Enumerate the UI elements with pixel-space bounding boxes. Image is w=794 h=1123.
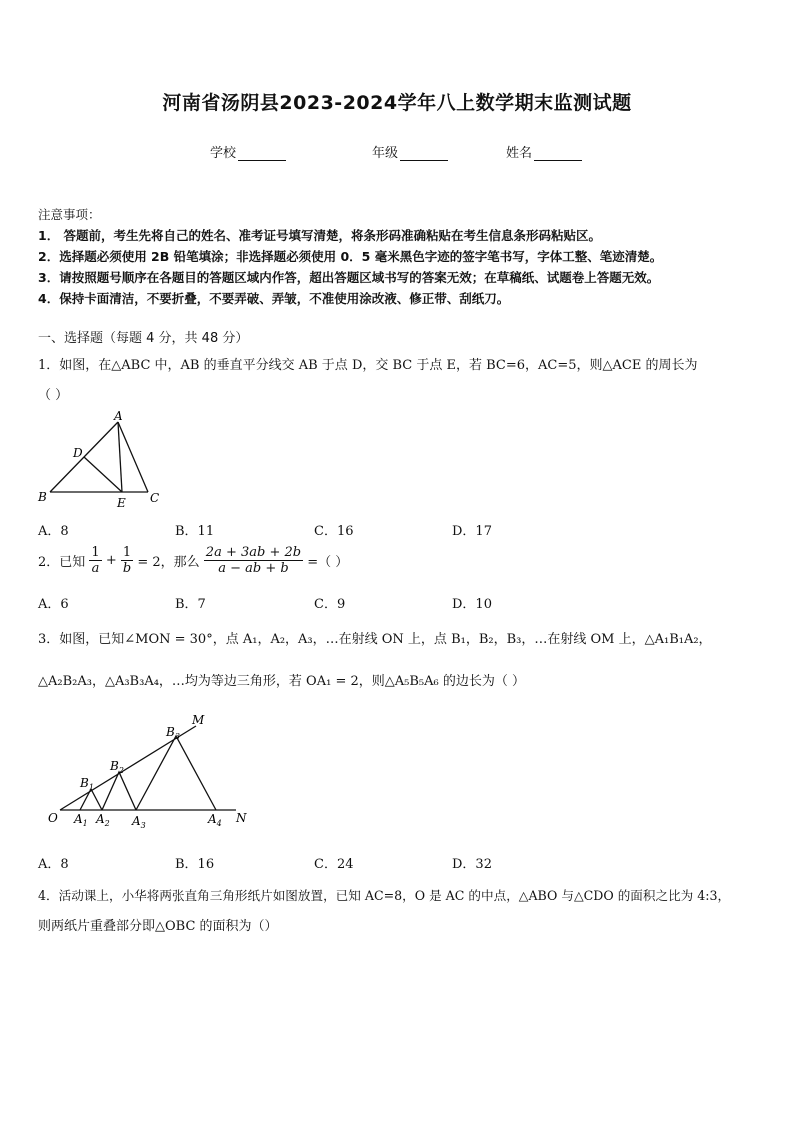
page-title: 河南省汤阴县2023-2024学年八上数学期末监测试题	[162, 92, 632, 114]
label-a3: $A_3$	[132, 814, 146, 830]
q2-f2-den: b	[122, 561, 132, 576]
question-1-paren: （ ）	[38, 388, 69, 403]
q2-f1-num: 1	[91, 545, 100, 560]
label-a4: $A_4$	[208, 812, 222, 828]
q2-f3-den: a − ab + b	[218, 561, 289, 576]
q2-f3-num: 2a + 3ab + 2b	[205, 545, 302, 560]
q2-option-a[interactable]: A．6	[38, 597, 69, 612]
label-d: D	[73, 446, 83, 460]
label-o: O	[48, 811, 58, 825]
name-label: 姓名	[506, 146, 533, 161]
label-b3: $B_3$	[166, 725, 180, 741]
q3-option-c[interactable]: C．24	[314, 857, 354, 872]
question-3-line-1: 3．如图，已知∠MON = 30°，点 A₁，A₂，A₃，…在射线 ON 上，点 B₁，B₂，B₃，…在射线 OM 上，△A₁B₁A₂，	[38, 632, 712, 647]
school-blank[interactable]	[238, 146, 286, 161]
q2-tail: =（ ）	[307, 555, 349, 570]
label-a1: $A_1$	[74, 812, 88, 828]
q2-prefix: 2．已知	[38, 555, 86, 570]
side-ac	[118, 422, 148, 492]
grade-label: 年级	[372, 146, 399, 161]
school-field[interactable]	[210, 142, 286, 161]
q2-fraction-1	[89, 545, 101, 576]
label-b2: $B_2$	[110, 759, 124, 775]
q2-eq: = 2，那么	[137, 555, 200, 570]
q1-option-b[interactable]: B．11	[175, 524, 215, 539]
section-heading: 一、选择题（每题 4 分，共 48 分）	[38, 331, 249, 346]
question-3-figure	[40, 708, 260, 833]
name-field[interactable]	[506, 142, 582, 161]
label-a2: $A_2$	[96, 812, 110, 828]
label-m: M	[192, 713, 205, 727]
note-item-3: 3．请按照题号顺序在各题目的答题区域内作答，超出答题区域书写的答案无效；在草稿纸、试题卷上答题无效。	[38, 270, 660, 285]
question-4-line-1: 4．活动课上，小华将两张直角三角形纸片如图放置，已知 AC=8，O 是 AC 的中点，△ABO 与△CDO 的面积之比为 4:3，	[38, 888, 731, 903]
q1-option-d[interactable]: D．17	[452, 524, 492, 539]
triangle-a3b3a4	[136, 736, 216, 810]
segment-de	[84, 457, 122, 492]
q2-option-d[interactable]: D．10	[452, 597, 492, 612]
q3-option-a[interactable]: A．8	[38, 857, 69, 872]
triangle-a2b2a3	[102, 772, 136, 810]
question-2-text	[38, 545, 348, 576]
question-1-figure	[34, 404, 174, 514]
q3-option-b[interactable]: B．16	[175, 857, 215, 872]
label-n: N	[236, 811, 247, 825]
q2-fraction-3	[204, 545, 303, 576]
note-item-2: 2．选择题必须使用 2B 铅笔填涂；非选择题必须使用 0．5 毫米黑色字迹的签字笔书写，字体工整、笔迹清楚。	[38, 249, 663, 264]
grade-blank[interactable]	[400, 146, 448, 161]
note-item-4: 4．保持卡面清洁，不要折叠，不要弄破、弄皱，不准使用涂改液、修正带、刮纸刀。	[38, 291, 510, 306]
question-1-text: 1．如图，在△ABC 中，AB 的垂直平分线交 AB 于点 D，交 BC 于点 E，若 BC=6，AC=5，则△ACE 的周长为	[38, 358, 698, 373]
triangle-a1b1a2	[80, 789, 102, 810]
label-b1: $B_1$	[80, 776, 94, 792]
q1-option-a[interactable]: A．8	[38, 524, 69, 539]
q2-f1-den: a	[91, 561, 100, 576]
school-label: 学校	[210, 146, 237, 161]
q2-option-c[interactable]: C．9	[314, 597, 346, 612]
q2-option-b[interactable]: B．7	[175, 597, 206, 612]
notes-heading: 注意事项：	[38, 207, 101, 222]
label-b: B	[38, 490, 47, 504]
notes-block	[38, 204, 758, 309]
q3-option-d[interactable]: D．32	[452, 857, 492, 872]
label-a: A	[114, 409, 123, 423]
q2-fraction-2	[121, 545, 133, 576]
triangle-abc	[50, 422, 148, 492]
q2-plus: +	[105, 553, 117, 568]
q1-option-c[interactable]: C．16	[314, 524, 354, 539]
note-item-1: 1． 答题前，考生先将自己的姓名、准考证号填写清楚，将条形码准确粘贴在考生信息条形码粘贴区。	[38, 228, 602, 243]
grade-field[interactable]	[372, 142, 448, 161]
q2-f2-num: 1	[121, 545, 133, 561]
label-c: C	[150, 491, 160, 505]
question-3-line-2: △A₂B₂A₃，△A₃B₃A₄，…均为等边三角形，若 OA₁ = 2，则△A₅B₅A₆ 的边长为（ ）	[38, 674, 525, 689]
question-4-line-2: 则两纸片重叠部分即△OBC 的面积为（）	[38, 919, 278, 934]
segment-ae	[118, 422, 122, 492]
name-blank[interactable]	[534, 146, 582, 161]
label-e: E	[117, 496, 126, 510]
